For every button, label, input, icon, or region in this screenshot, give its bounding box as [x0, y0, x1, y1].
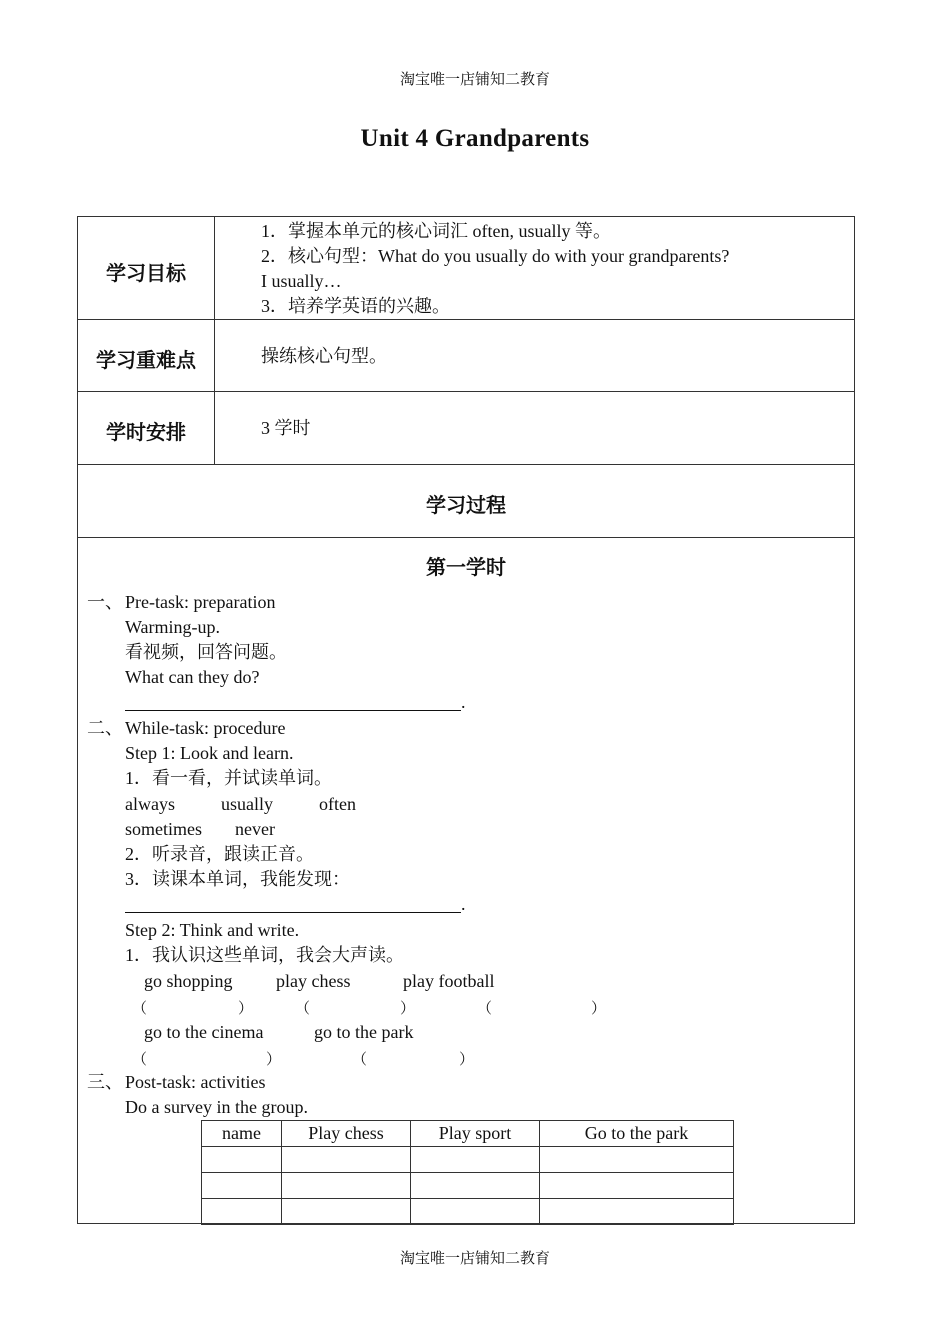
phrase: go to the park	[314, 1022, 414, 1042]
blank-period: .	[461, 894, 466, 914]
table-row	[202, 1173, 734, 1199]
table-header-row	[202, 1121, 734, 1147]
section-title: Pre-task: preparation	[125, 592, 276, 612]
paren-close: ）	[591, 1001, 607, 1017]
schedule-label: 学时安排	[106, 420, 186, 444]
paren-open: （	[295, 1001, 311, 1017]
table-cell[interactable]	[202, 1173, 282, 1199]
instruction: 2．听录音，跟读正音。	[125, 844, 314, 864]
row-divider	[78, 464, 854, 465]
word: always	[125, 794, 175, 814]
phrase: go shopping	[144, 971, 233, 991]
table-cell[interactable]	[540, 1173, 734, 1199]
table-cell[interactable]	[540, 1199, 734, 1225]
blank-period: .	[461, 692, 466, 712]
section-title: While-task: procedure	[125, 718, 286, 738]
table-cell[interactable]	[202, 1199, 282, 1225]
text-line: 看视频，回答问题。	[125, 642, 287, 662]
paren-close: ）	[238, 1001, 254, 1017]
process-heading: 学习过程	[426, 493, 506, 517]
instruction: 1．我认识这些单词，我会大声读。	[125, 945, 404, 965]
paren-open: （	[132, 1001, 148, 1017]
phrase: play football	[403, 971, 495, 991]
section-number: 三、	[87, 1072, 123, 1092]
paren-open: （	[132, 1052, 148, 1068]
page-title: Unit 4 Grandparents	[360, 125, 590, 152]
answer-blank[interactable]	[125, 912, 461, 913]
page-header: 淘宝唯一店铺知二教育	[399, 72, 550, 88]
section-number: 二、	[87, 718, 123, 738]
paren-close: ）	[459, 1052, 475, 1068]
instruction: 3．读课本单词，我能发现：	[125, 869, 350, 889]
text-line: What can they do?	[125, 667, 260, 687]
column-divider	[214, 217, 215, 464]
goal-line: 1．掌握本单元的核心词汇 often, usually 等。	[261, 221, 611, 241]
period-heading: 第一学时	[426, 555, 506, 579]
text-line: Warming-up.	[125, 617, 221, 637]
key-points-label: 学习重难点	[96, 348, 196, 372]
answer-blank[interactable]	[125, 710, 461, 711]
table-cell[interactable]	[411, 1173, 540, 1199]
word: often	[319, 794, 356, 814]
goal-line: 3．培养学英语的兴趣。	[261, 296, 450, 316]
text-line: Do a survey in the group.	[125, 1097, 308, 1117]
table-cell[interactable]	[411, 1199, 540, 1225]
phrase: play chess	[276, 971, 351, 991]
word: sometimes	[125, 819, 202, 839]
row-divider	[78, 391, 854, 392]
step-title: Step 2: Think and write.	[125, 920, 300, 940]
column-header: Play sport	[411, 1121, 540, 1147]
goal-line: 2．核心句型：What do you usually do with your grandparents?	[261, 246, 730, 266]
table-cell[interactable]	[540, 1147, 734, 1173]
schedule-text: 3 学时	[261, 418, 311, 438]
goals-label: 学习目标	[106, 261, 186, 285]
word: never	[235, 819, 275, 839]
phrase: go to the cinema	[144, 1022, 264, 1042]
section-title: Post-task: activities	[125, 1072, 266, 1092]
survey-table	[201, 1120, 734, 1225]
goal-line: I usually…	[261, 271, 342, 291]
row-divider	[78, 319, 854, 320]
instruction: 1．看一看，并试读单词。	[125, 768, 332, 788]
paren-open: （	[477, 1001, 493, 1017]
page-footer: 淘宝唯一店铺知二教育	[399, 1251, 550, 1267]
key-points-text: 操练核心句型。	[261, 346, 387, 366]
table-cell[interactable]	[411, 1147, 540, 1173]
step-title: Step 1: Look and learn.	[125, 743, 294, 763]
table-row	[202, 1199, 734, 1225]
row-divider	[78, 537, 854, 538]
table-cell[interactable]	[282, 1173, 411, 1199]
table-cell[interactable]	[282, 1147, 411, 1173]
column-header: Play chess	[282, 1121, 411, 1147]
column-header: name	[202, 1121, 282, 1147]
table-cell[interactable]	[202, 1147, 282, 1173]
paren-close: ）	[266, 1052, 282, 1068]
word: usually	[221, 794, 273, 814]
column-header: Go to the park	[540, 1121, 734, 1147]
paren-open: （	[352, 1052, 368, 1068]
paren-close: ）	[400, 1001, 416, 1017]
table-cell[interactable]	[282, 1199, 411, 1225]
table-row	[202, 1147, 734, 1173]
lesson-plan-table	[77, 216, 855, 1224]
section-number: 一、	[87, 592, 123, 612]
